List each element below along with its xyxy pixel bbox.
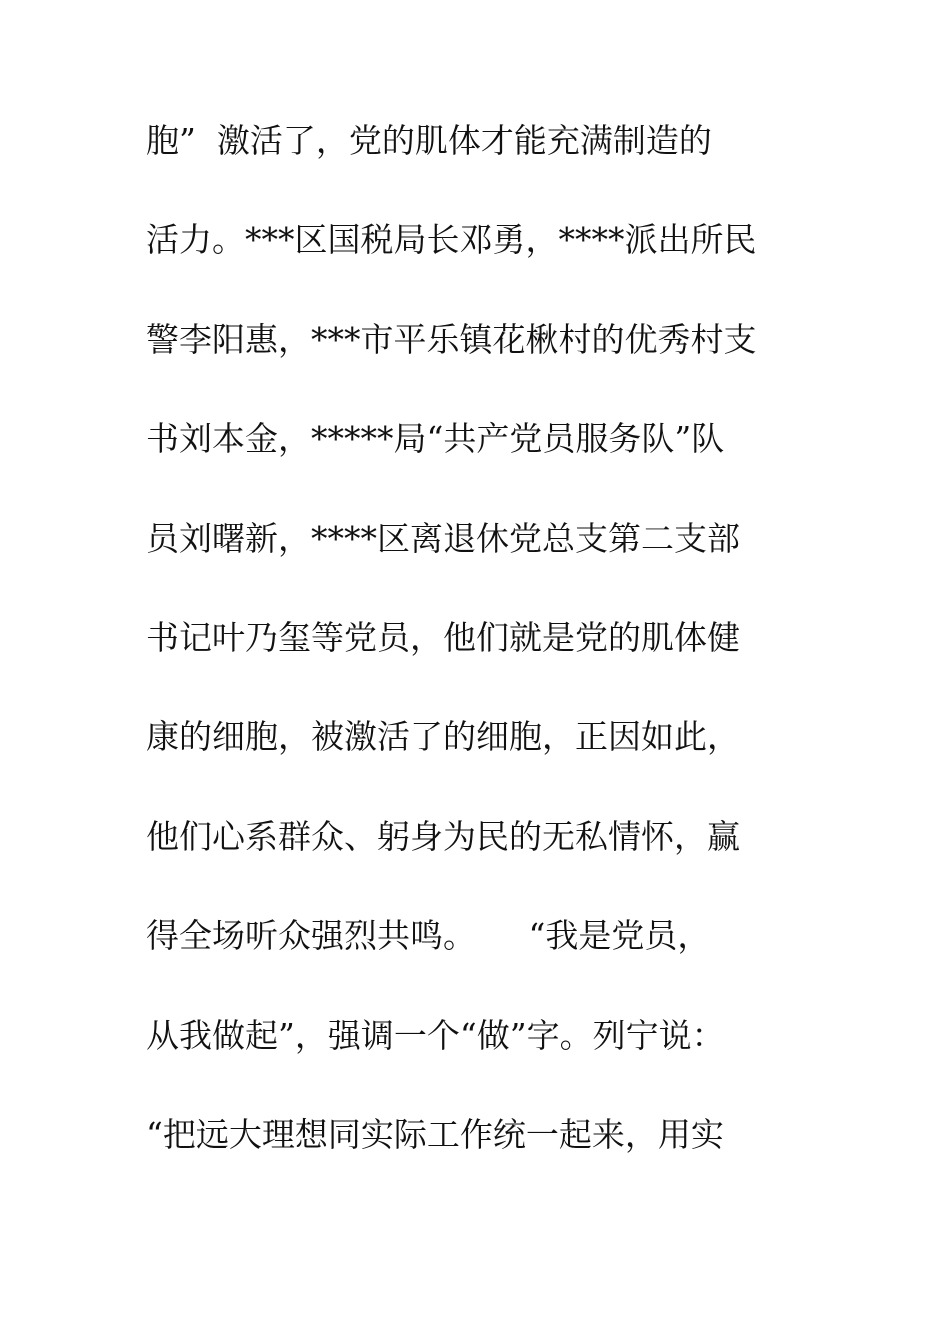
text-line: 胞” 激活了，党的肌体才能充满制造的: [146, 121, 712, 160]
text-line: “把远大理想同实际工作统一起来，用实: [146, 1114, 724, 1154]
text-line: 康的细胞，被激活了的细胞，正因如此，: [146, 717, 740, 757]
text-line: 他们心系群众、躬身为民的无私情怀，赢: [146, 816, 740, 856]
text-line: 活力。***区国税局长邓勇，****派出所民: [146, 220, 757, 260]
text-line: 得全场听众强烈共鸣。 “我是党员，: [146, 916, 711, 956]
text-line: 书刘本金，*****局“共产党员服务队”队: [146, 419, 725, 459]
text-line: 从我做起”，强调一个“做”字。列宁说：: [146, 1015, 725, 1055]
body-text: [146, 121, 806, 1217]
text-line: 警李阳惠，***市平乐镇花楸村的优秀村支: [146, 319, 757, 359]
text-line: 书记叶乃玺等党员，他们就是党的肌体健: [146, 617, 740, 657]
text-line: 员刘曙新，****区离退休党总支第二支部: [146, 518, 740, 558]
